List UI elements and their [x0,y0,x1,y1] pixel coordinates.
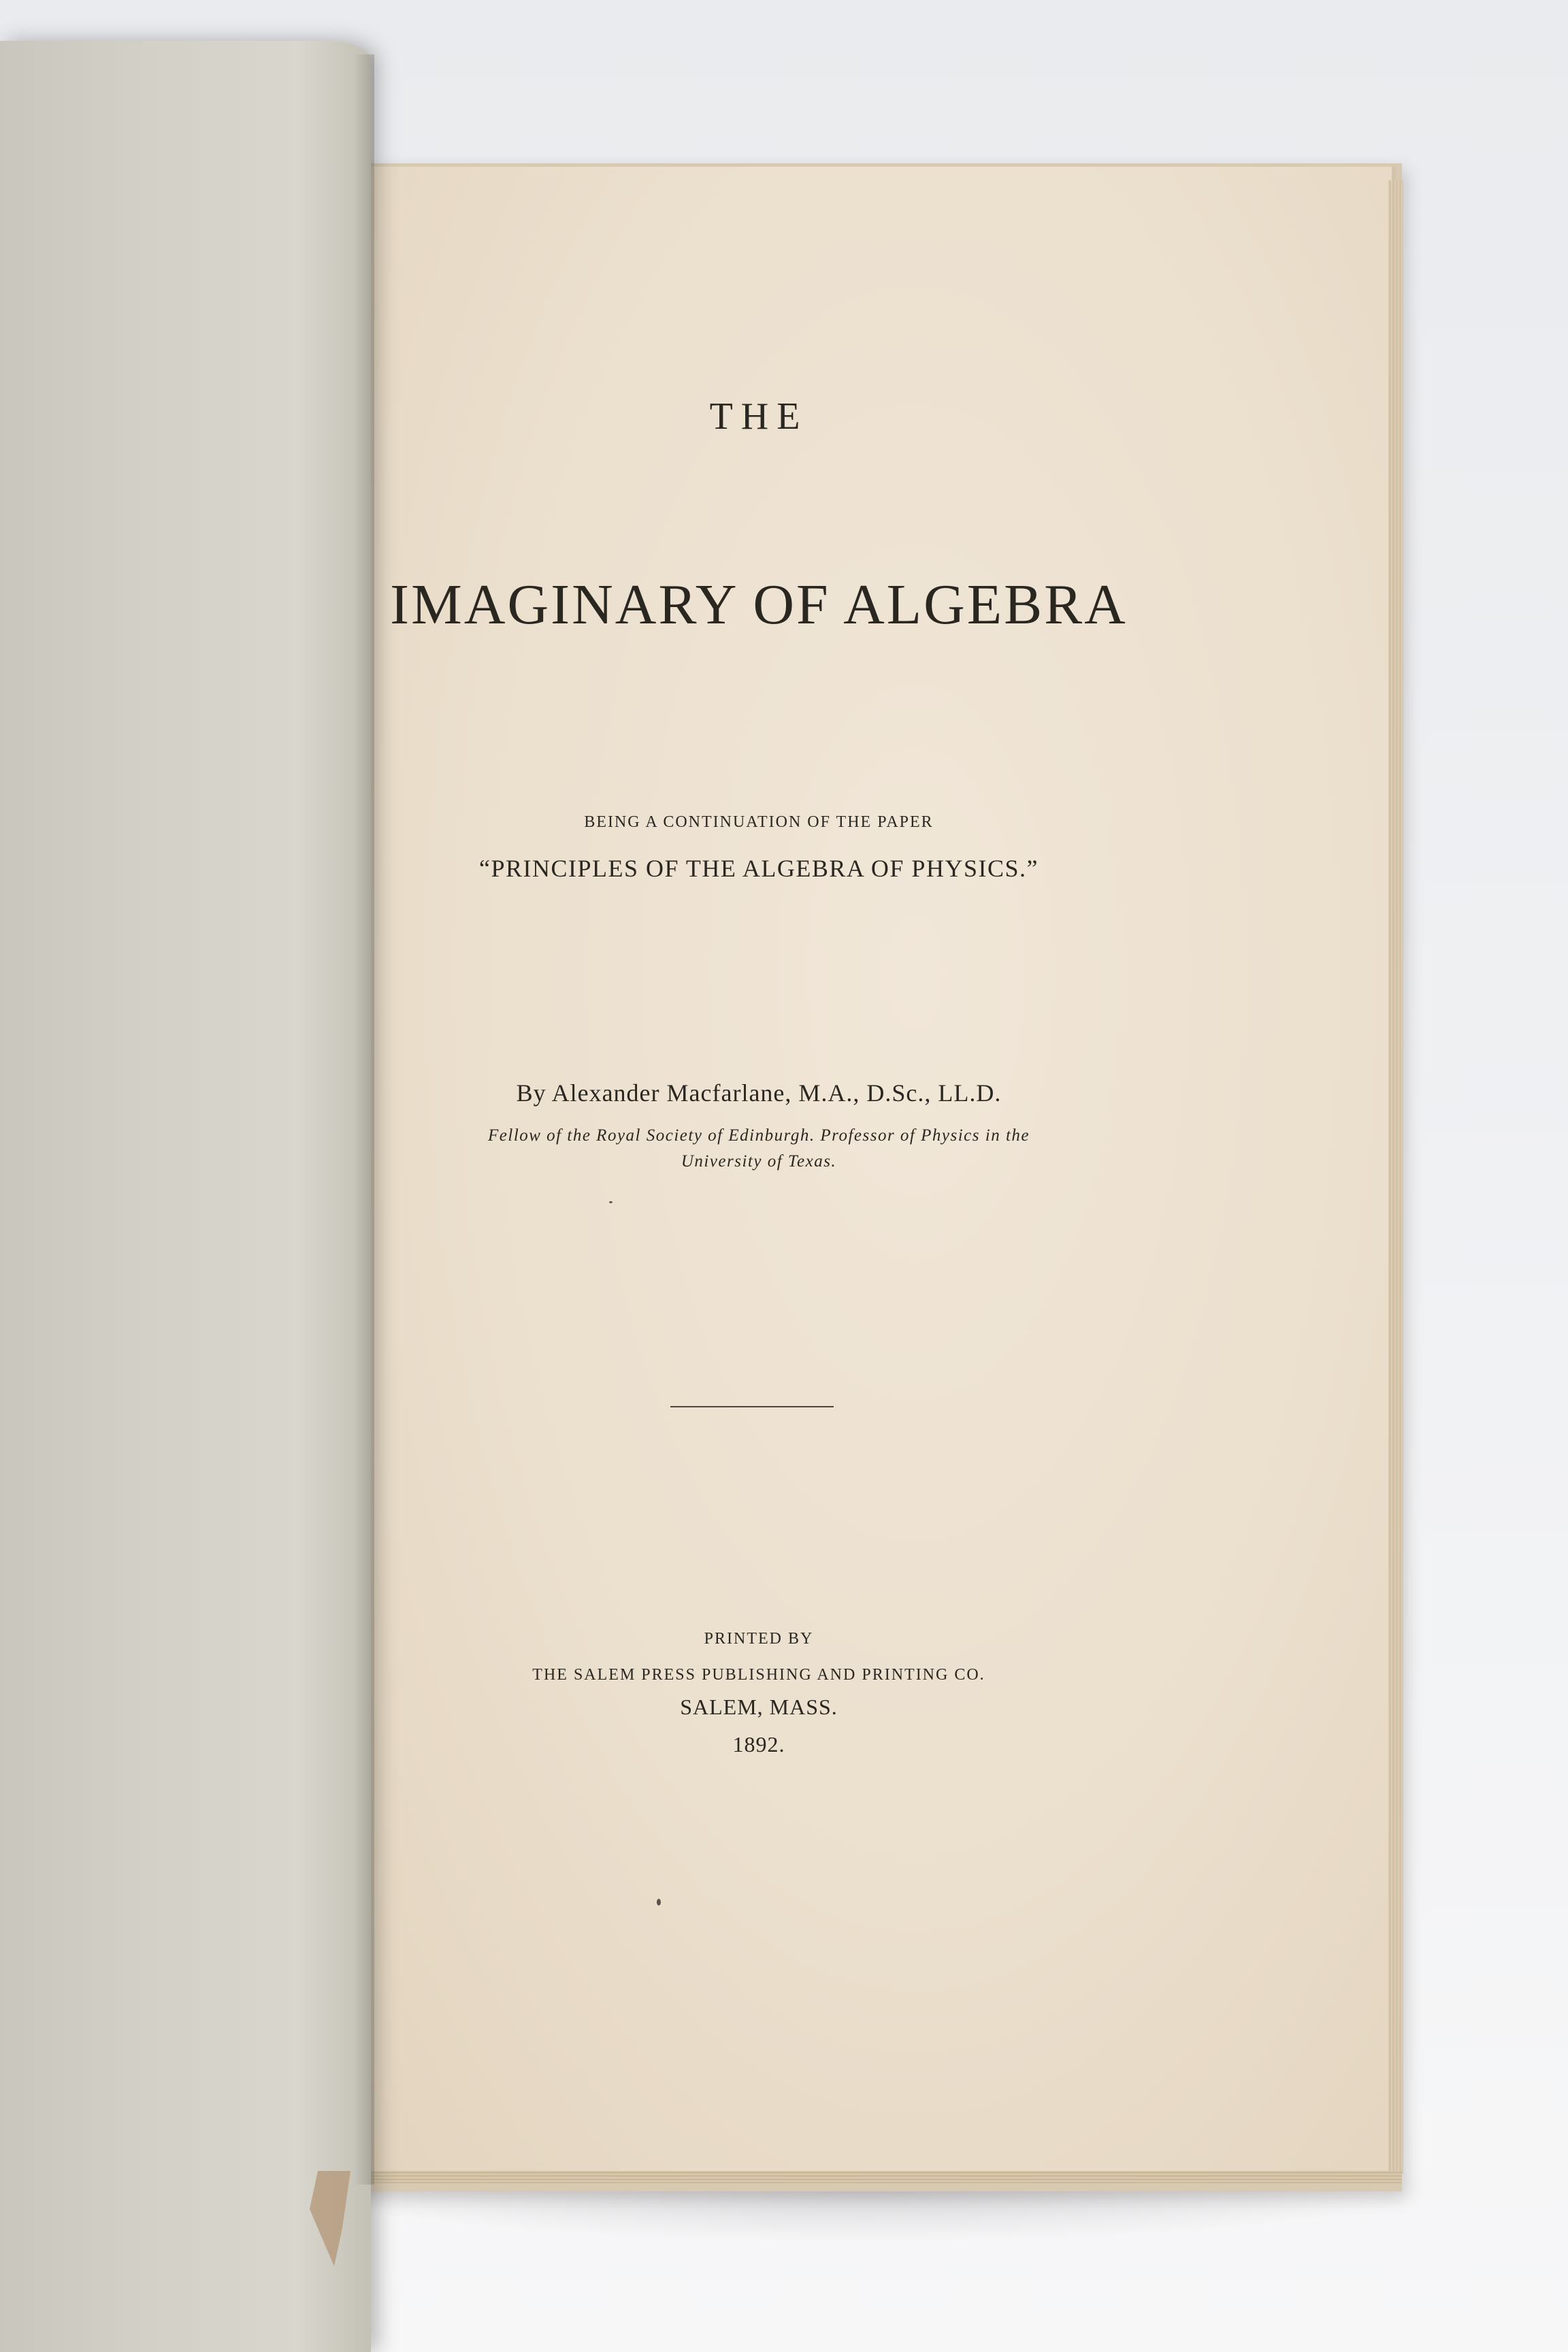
paper-speck [609,1201,612,1203]
subtitle-line-1: BEING A CONTINUATION OF THE PAPER [584,813,934,831]
page-edges-right [1388,180,1403,2174]
title-page [333,167,1396,2181]
affiliation-line-1: Fellow of the Royal Society of Edinburgh. Professor of Physics in the [488,1126,1030,1145]
publisher-name: THE SALEM PRESS PUBLISHING AND PRINTING CO. [532,1666,985,1684]
title-the: THE [709,395,808,438]
subtitle-line-2: “PRINCIPLES OF THE ALGEBRA OF PHYSICS.” [479,855,1039,882]
paper-speck [657,1899,661,1906]
page-edges-bottom [340,2171,1402,2183]
affiliation-line-2: University of Texas. [681,1152,837,1171]
publication-year: 1892. [732,1732,785,1757]
author-line: By Alexander Macfarlane, M.A., D.Sc., LL.D. [516,1079,1002,1107]
publication-place: SALEM, MASS. [680,1695,838,1719]
endpaper-left [0,41,371,2352]
main-title: IMAGINARY OF ALGEBRA [390,573,1128,636]
divider-rule [670,1406,834,1407]
endpaper-edge-shadow [354,54,374,2185]
printed-by: PRINTED BY [704,1630,814,1648]
